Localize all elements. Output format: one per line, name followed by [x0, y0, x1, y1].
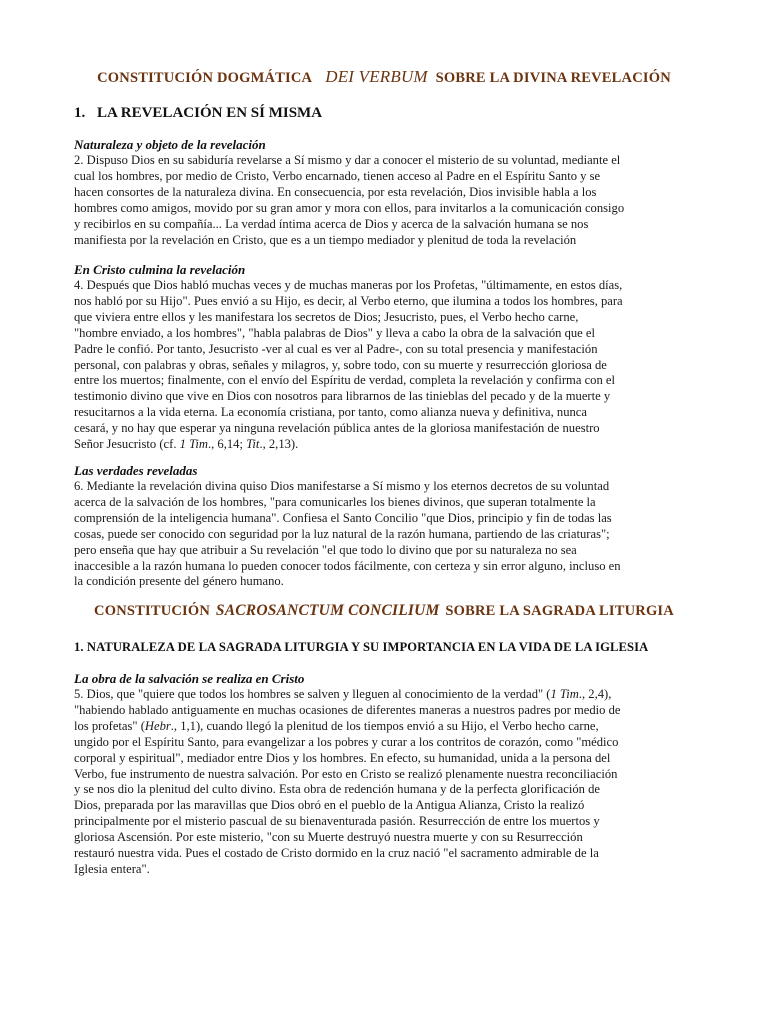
text-line: nos habló por su Hijo". Pues envió a su Hijo, es decir, al Verbo eterno, que ilumina a todos los hombres, para: [74, 293, 623, 308]
text-span: ., 1,1), cuando llegó la plenitud de los tiempos envió a su Hijo, el Verbo hecho carne,: [170, 718, 599, 733]
text-line: Iglesia entera".: [74, 861, 150, 876]
text-line: principalmente por el misterio pascual de su bienaventurada pasión. Resurrección de entre los muertos y: [74, 814, 600, 829]
text-line: ungido por el Espíritu Santo, para evangelizar a los pobres y curar a los contritos de corazón, como "médico: [74, 734, 619, 749]
scripture-ref: 1 Tim: [550, 687, 579, 701]
text-line: 4. Después que Dios habló muchas veces y de muchas maneras por los Profetas, "últimamente, en estos días,: [74, 278, 623, 292]
paragraph: [74, 687, 696, 878]
paragraph: [74, 278, 696, 453]
subheading: Naturaleza y objeto de la revelación: [74, 137, 266, 152]
paragraph: [74, 153, 696, 248]
text-line: Padre le confió. Por tanto, Jesucristo -ver al cual es ver al Padre-, con su total presencia y manifestación: [74, 341, 598, 356]
text-span: Señor Jesucristo (cf.: [74, 437, 180, 452]
document-title-sacrosanctum: [0, 602, 768, 620]
section-title: LA REVELACIÓN EN SÍ MISMA: [97, 105, 323, 121]
text-line: corporal y espiritual", mediador entre Dios y los hombres. En efecto, su humanidad, unida a la persona del: [74, 750, 611, 765]
article-block: [74, 262, 696, 453]
text-line: gloriosa Ascensión. Por este misterio, "con su Muerte destruyó nuestra muerte y con su Resurrección: [74, 830, 583, 845]
text-line: 2. Dispuso Dios en su sabiduría revelarse a Sí mismo y dar a conocer el misterio de su voluntad, mediante el: [74, 153, 621, 167]
text-line: pero enseña que hay que atribuir a Su revelación "el que todo lo divino que por su naturaleza no sea: [74, 542, 577, 557]
text-line: hombres como amigos, movido por su gran amor y mora con ellos, para invitarlos a la comunicación consigo: [74, 200, 625, 215]
section-heading: [74, 105, 696, 122]
text-line: entre los muertos; finalmente, con el envío del Espíritu de verdad, completa la revelación y confirma con el: [74, 373, 615, 388]
title-prefix: CONSTITUCIÓN DOGMÁTICA: [97, 70, 312, 86]
text-line: cual los hombres, por medio de Cristo, Verbo encarnado, tienen acceso al Padre en el Espíritu Santo y se: [74, 168, 601, 183]
text-line: acerca de la salvación de los hombres, "para comunicarles los bienes divinos, que superan totalmente la: [74, 494, 596, 509]
text-span: 5. Dios, que "quiere que todos los hombres se salven y lleguen al conocimiento de la verdad" (: [74, 687, 551, 701]
text-span: los profetas" (: [74, 718, 145, 733]
title-suffix: SOBRE LA SAGRADA LITURGIA: [445, 603, 674, 619]
title-emphasis: SACROSANCTUM CONCILIUM: [215, 602, 440, 619]
article-block: [74, 463, 696, 590]
subheading: En Cristo culmina la revelación: [74, 262, 246, 277]
subheading: La obra de la salvación se realiza en Cristo: [74, 671, 305, 686]
paragraph: [74, 479, 696, 590]
text-line: [74, 437, 696, 453]
article-block: [74, 137, 696, 248]
article-block: [74, 671, 696, 878]
text-span: ., 2,13).: [259, 437, 299, 452]
text-span: ., 6,14;: [207, 437, 247, 452]
text-span: ., 2,4),: [578, 687, 612, 701]
text-line: [74, 687, 696, 703]
text-line: resucitarnos a la vida eterna. La economía cristiana, por tanto, como alianza nueva y definitiva, nunca: [74, 405, 587, 420]
subheading: Las verdades reveladas: [74, 463, 198, 478]
text-line: "habiendo hablado antiguamente en muchas ocasiones de diferentes maneras a nuestros padres por medio de: [74, 702, 621, 717]
text-line: cesará, y no hay que esperar ya ninguna revelación pública antes de la gloriosa manifestación de nuestro: [74, 421, 600, 436]
text-line: inaccesible a la razón humana lo pueden conocer todos fácilmente, con certeza y sin error alguno, incluso en: [74, 558, 621, 573]
text-line: "hombre enviado, a los hombres", "habla palabras de Dios" y lleva a cabo la obra de la salvación que el: [74, 325, 595, 340]
text-line: testimonio divino que vive en Dios con nosotros para librarnos de las tinieblas del pecado y de la muerte y: [74, 389, 611, 404]
document-title-dei-verbum: [0, 67, 768, 87]
text-line: [74, 719, 696, 735]
text-line: que viviera entre ellos y les manifestara los secretos de Dios; Jesucristo, pues, el Verbo hecho carne,: [74, 309, 579, 324]
text-line: Dios, preparada por las maravillas que Dios obró en el pueblo de la Antigua Alianza, Cristo la realizó: [74, 798, 585, 813]
text-line: cosas, puede ser conocido con seguridad por la luz natural de la razón humana, partiendo de las criaturas";: [74, 526, 610, 541]
section-heading: 1. NATURALEZA DE LA SAGRADA LITURGIA Y SU IMPORTANCIA EN LA VIDA DE LA IGLESIA: [74, 640, 649, 654]
text-line: y se nos dio la plenitud del culto divino. Esta obra de redención humana y de la perfecta glorificación de: [74, 782, 600, 797]
scripture-ref: 1 Tim: [179, 437, 208, 452]
text-line: personal, con palabras y obras, señales y milagros, y, sobre todo, con su muerte y resurrección gloriosa de: [74, 357, 607, 372]
scripture-ref: Tit: [246, 437, 260, 452]
text-line: la condición presente del género humano.: [74, 574, 284, 589]
text-line: hacen consortes de la naturaleza divina. En consecuencia, por esta revelación, Dios invisible habla a los: [74, 184, 597, 199]
text-line: comprensión de la inteligencia humana". Confiesa el Santo Concilio "que Dios, principio y fin de todas las: [74, 510, 612, 525]
text-line: restauró nuestra vida. Pues el costado de Cristo dormido en la cruz nació "el sacramento admirable de la: [74, 846, 599, 861]
title-emphasis: DEI VERBUM: [325, 67, 428, 86]
section-number: 1.: [74, 105, 86, 121]
text-line: manifiesta por la revelación en Cristo, que es a un tiempo mediador y plenitud de toda la revelación: [74, 232, 577, 247]
scripture-ref: Hebr: [144, 718, 171, 733]
title-prefix: CONSTITUCIÓN: [94, 603, 211, 619]
text-line: Verbo, fue instrumento de nuestra salvación. Por esto en Cristo se realizó plenamente nuestra reconciliación: [74, 766, 618, 781]
text-line: y recibirlos en su compañía... La verdad íntima acerca de Dios y acerca de la salvación humana se nos: [74, 216, 589, 231]
title-suffix: SOBRE LA DIVINA REVELACIÓN: [435, 70, 671, 86]
text-line: 6. Mediante la revelación divina quiso Dios manifestarse a Sí mismo y los eternos decretos de su voluntad: [74, 479, 610, 493]
